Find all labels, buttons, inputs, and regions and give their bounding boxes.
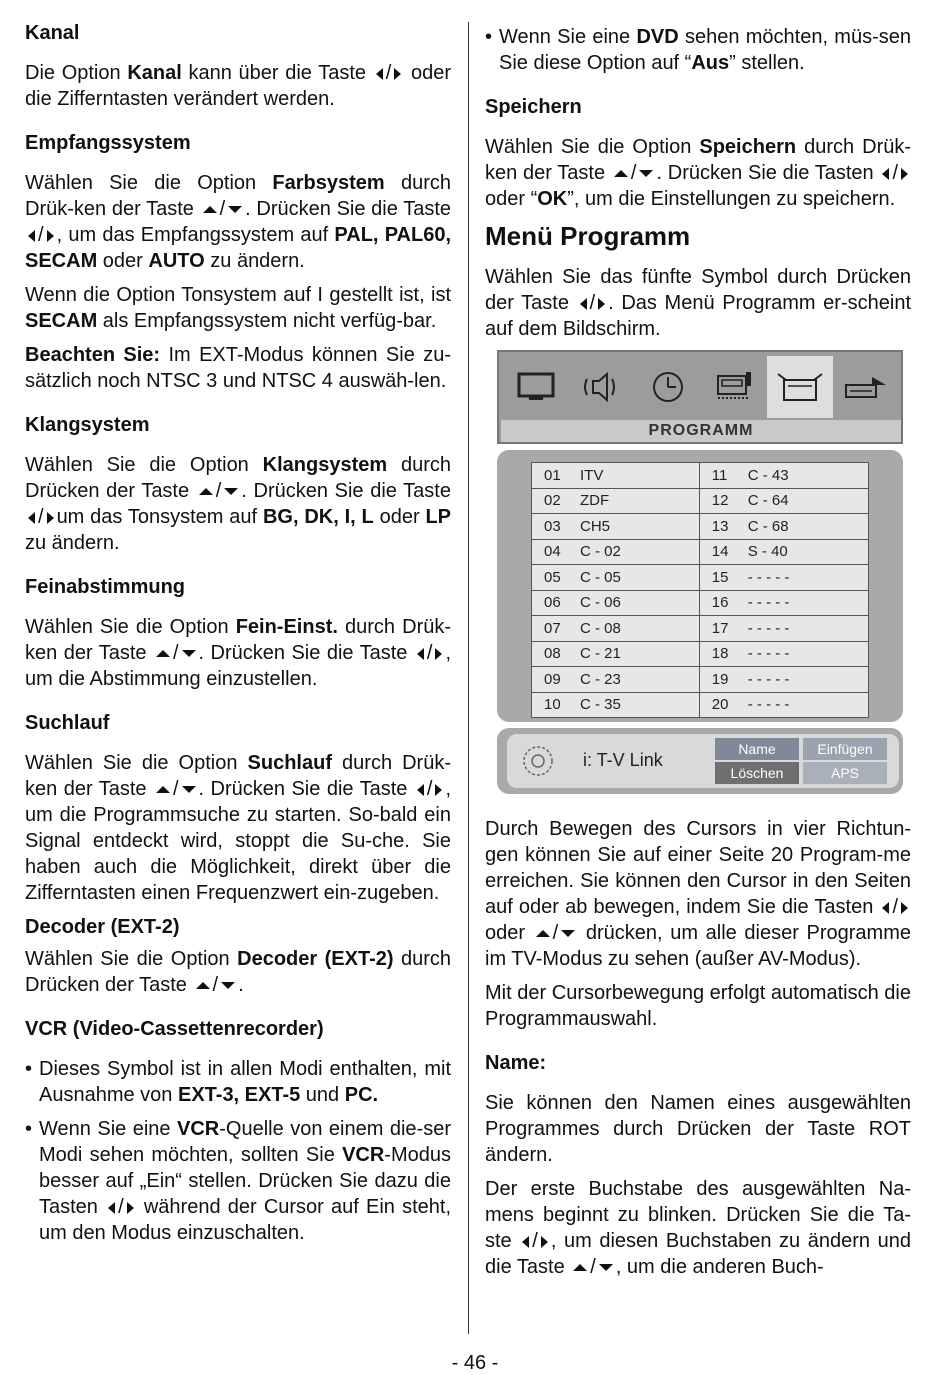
clock-icon[interactable]	[635, 356, 701, 418]
program-cell[interactable]	[532, 463, 700, 489]
program-channel: ZDF	[580, 492, 610, 510]
heading-empfangssystem: Empfangssystem	[25, 132, 191, 154]
left-arrow-icon	[417, 784, 424, 796]
program-cell[interactable]	[532, 565, 700, 591]
program-number: 07	[544, 619, 561, 637]
down-arrow-icon	[561, 930, 575, 937]
source-icon[interactable]	[833, 356, 899, 418]
left-arrow-icon	[376, 68, 383, 80]
program-channel: C - 08	[580, 619, 621, 637]
tv-link-label: i: T-V Link	[583, 750, 663, 770]
heading-feinabstimmung: Feinabstimmung	[25, 576, 186, 598]
program-cell[interactable]	[532, 514, 700, 540]
program-number: 17	[711, 619, 729, 637]
table-row[interactable]	[532, 514, 869, 540]
program-cell[interactable]	[699, 590, 868, 616]
paragraph-note: Beachten Sie: Im EXT-Modus können Sie zu-sätzlich noch NTSC 3 und NTSC 4 auswäh-len.	[25, 344, 451, 392]
right-arrow-icon	[901, 902, 908, 914]
program-channel: S - 40	[747, 543, 788, 561]
program-cell[interactable]	[532, 590, 700, 616]
name-button[interactable]: Name	[715, 738, 799, 760]
program-channel: - - - - -	[747, 594, 790, 612]
down-arrow-icon	[228, 206, 242, 213]
heading-vcr: VCR (Video-Cassettenrecorder)	[25, 1018, 324, 1040]
up-arrow-icon	[156, 786, 170, 793]
right-arrow-icon	[541, 1236, 548, 1248]
program-cell[interactable]	[532, 641, 700, 667]
program-channel: C - 21	[580, 645, 621, 663]
program-cell[interactable]	[699, 641, 868, 667]
einfuegen-button[interactable]: Einfügen	[803, 738, 887, 760]
up-arrow-icon	[199, 488, 213, 495]
left-arrow-icon	[417, 648, 424, 660]
program-number: 04	[544, 543, 561, 561]
left-arrow-icon	[28, 230, 35, 242]
programm-menu-screenshot	[495, 350, 905, 798]
paragraph-auto-selection: Mit der Cursorbewegung erfolgt automatisch die Programmauswahl.	[485, 982, 911, 1030]
left-arrow-icon	[108, 1202, 115, 1214]
left-arrow-icon	[522, 1236, 529, 1248]
program-cell[interactable]	[699, 616, 868, 642]
heading-kanal: Kanal	[25, 22, 80, 44]
program-table	[531, 462, 869, 718]
program-channel: C - 02	[580, 543, 621, 561]
program-channel: C - 35	[580, 696, 621, 714]
sound-icon[interactable]	[569, 356, 635, 418]
up-arrow-icon	[614, 170, 628, 177]
program-cell[interactable]	[699, 667, 868, 693]
table-row[interactable]	[532, 692, 869, 718]
heading-speichern: Speichern	[485, 96, 582, 118]
paragraph-suchlauf: Wählen Sie die Option Suchlauf durch Drük-ken der Taste / . Drücken Sie die Taste / , um die Programmsuche zu starten. So-bald ein Signal entdeckt wird, stoppt die Su-che. Sie haben auch die Möglichkeit, direkt über die Zifferntasten einen Frequenzwert ein-zugeben.	[25, 752, 451, 904]
program-channel: - - - - -	[747, 670, 790, 688]
up-arrow-icon	[156, 650, 170, 657]
table-row[interactable]	[532, 590, 869, 616]
program-channel: C - 68	[747, 517, 789, 535]
program-cell[interactable]	[532, 692, 700, 718]
loeschen-button[interactable]: Löschen	[715, 762, 799, 784]
settings-icon[interactable]	[701, 356, 767, 418]
down-arrow-icon	[221, 982, 235, 989]
program-channel: - - - - -	[747, 645, 790, 663]
paragraph-first-letter: Der erste Buchstabe des ausgewählten Na-mens beginnt zu blinken. Drücken Sie die Ta-ste / , um diesen Buchstaben zu ändern und die Taste / , um die anderen Buch-	[485, 1178, 911, 1278]
program-cell[interactable]	[699, 565, 868, 591]
down-arrow-icon	[599, 1264, 613, 1271]
up-arrow-icon	[196, 982, 210, 989]
program-channel: - - - - -	[747, 568, 790, 586]
table-row[interactable]	[532, 641, 869, 667]
down-arrow-icon	[182, 650, 196, 657]
program-number: 06	[544, 594, 561, 612]
down-arrow-icon	[224, 488, 238, 495]
table-row[interactable]	[532, 488, 869, 514]
paragraph-decoder: Wählen Sie die Option Decoder (EXT-2) durch Drücken der Taste / .	[25, 948, 452, 996]
program-channel: - - - - -	[747, 696, 790, 714]
program-cell[interactable]	[532, 488, 700, 514]
right-arrow-icon	[901, 168, 908, 180]
aps-button[interactable]: APS	[803, 762, 887, 784]
program-list-panel	[497, 450, 903, 722]
program-cell[interactable]	[699, 692, 868, 718]
right-arrow-icon	[127, 1202, 134, 1214]
heading-klangsystem: Klangsystem	[25, 414, 150, 436]
table-row[interactable]	[532, 539, 869, 565]
table-row[interactable]	[532, 616, 869, 642]
program-icon[interactable]	[767, 356, 833, 418]
bullet-dvd: • Wenn Sie eine DVD sehen möchten, müs-sen Sie diese Option auf “Aus” stellen.	[485, 24, 911, 76]
left-column	[25, 20, 451, 1254]
paragraph-kanal: Die Option Kanal kann über die Taste / oder die Zifferntasten verändert werden.	[25, 62, 451, 110]
paragraph-empfangssystem: Wählen Sie die Option Farbsystem durch Drük-ken der Taste / . Drücken Sie die Taste / , um das Empfangssystem auf PAL, PAL60, SECAM oder AUTO zu ändern.	[25, 172, 452, 272]
menu-title: PROGRAMM	[501, 420, 901, 442]
up-arrow-icon	[203, 206, 217, 213]
up-arrow-icon	[573, 1264, 587, 1271]
right-column	[485, 20, 911, 1288]
down-arrow-icon	[639, 170, 653, 177]
table-row[interactable]	[532, 565, 869, 591]
right-arrow-icon	[435, 784, 442, 796]
left-arrow-icon	[882, 902, 889, 914]
program-number: 14	[711, 543, 729, 561]
program-number: 01	[544, 466, 561, 484]
program-number: 13	[711, 517, 729, 535]
program-cell[interactable]	[699, 514, 868, 540]
heading-decoder: Decoder (EXT-2)	[25, 916, 180, 938]
page-number: - 46 -	[451, 1352, 499, 1374]
program-channel: C - 06	[580, 594, 621, 612]
program-number: 02	[544, 492, 561, 510]
paragraph-menu-programm: Wählen Sie das fünfte Symbol durch Drücken der Taste / . Das Menü Programm er-scheint auf dem Bildschirm.	[485, 266, 911, 340]
paragraph-tonsystem: Wenn die Option Tonsystem auf I gestellt ist, ist SECAM als Empfangssystem nicht verfüg-bar.	[25, 284, 451, 332]
menu-icon-bar	[497, 350, 903, 444]
program-number: 19	[711, 670, 729, 688]
program-number: 15	[711, 568, 729, 586]
program-number: 12	[711, 492, 729, 510]
program-cell[interactable]	[699, 539, 868, 565]
heading-menu-programm: Menü Programm	[485, 221, 691, 251]
program-channel: ITV	[580, 466, 604, 484]
navigation-pad-icon	[521, 744, 555, 778]
program-channel: - - - - -	[747, 619, 790, 637]
program-number: 20	[711, 696, 729, 714]
program-channel: C - 23	[580, 670, 621, 688]
program-cell[interactable]	[699, 488, 868, 514]
paragraph-klangsystem: Wählen Sie die Option Klangsystem durch Drücken der Taste / . Drücken Sie die Taste / um das Tonsystem auf BG, DK, I, L oder LP zu ändern.	[25, 454, 451, 554]
right-arrow-icon	[47, 230, 54, 242]
paragraph-cursor: Durch Bewegen des Cursors in vier Richtun-gen können Sie auf einer Seite 20 Program-me erreichen. Sie können den Cursor in den Seiten auf oder ab bewegen, indem Sie die Tasten / oder / drücken, um alle dieser Programme im TV-Modus zu sehen (außer AV-Modus).	[485, 818, 911, 970]
program-number: 08	[544, 645, 561, 663]
program-number: 09	[544, 670, 561, 688]
right-arrow-icon	[435, 648, 442, 660]
program-number: 18	[711, 645, 729, 663]
bullet-vcr-1: • Dieses Symbol ist in allen Modi enthalten, mit Ausnahme von EXT-3, EXT-5 und PC.	[25, 1056, 451, 1108]
program-number: 05	[544, 568, 561, 586]
down-arrow-icon	[182, 786, 196, 793]
up-arrow-icon	[536, 930, 550, 937]
paragraph-speichern: Wählen Sie die Option Speichern durch Drük-ken der Taste / . Drücken Sie die Tasten /oder “OK”, um die Einstellungen zu speichern.	[485, 136, 912, 210]
program-number: 16	[711, 594, 729, 612]
heading-name: Name:	[485, 1052, 547, 1074]
program-channel: C - 05	[580, 568, 621, 586]
bullet-vcr-2: • Wenn Sie eine VCR-Quelle von einem die-ser Modi sehen möchten, sollten Sie VCR-Modus besser auf „Ein“ stellen. Drücken Sie dazu die Tasten / während der Cursor auf Ein steht, um den Modus einzuschalten.	[25, 1116, 451, 1246]
table-row[interactable]	[532, 463, 869, 489]
right-arrow-icon	[598, 298, 605, 310]
program-cell[interactable]	[699, 463, 868, 489]
left-arrow-icon	[580, 298, 587, 310]
program-cell[interactable]	[532, 539, 700, 565]
program-number: 03	[544, 517, 561, 535]
paragraph-feinabstimmung: Wählen Sie die Option Fein-Einst. durch Drük-ken der Taste / . Drücken Sie die Taste / , um die Abstimmung einzustellen.	[25, 616, 452, 690]
program-channel: C - 43	[747, 466, 789, 484]
right-arrow-icon	[47, 512, 54, 524]
program-number: 10	[544, 696, 561, 714]
program-channel: CH5	[580, 517, 611, 535]
program-number: 11	[711, 466, 728, 484]
left-arrow-icon	[882, 168, 889, 180]
program-cell[interactable]	[532, 667, 700, 693]
tv-icon[interactable]	[503, 356, 569, 418]
column-divider	[468, 22, 469, 1334]
right-arrow-icon	[394, 68, 401, 80]
program-channel: C - 64	[747, 492, 789, 510]
table-row[interactable]	[532, 667, 869, 693]
menu-footer	[497, 728, 903, 794]
program-cell[interactable]	[532, 616, 700, 642]
heading-suchlauf: Suchlauf	[25, 712, 110, 734]
left-arrow-icon	[28, 512, 35, 524]
paragraph-name: Sie können den Namen eines ausgewählten Programmes durch Drücken der Taste ROT ändern.	[485, 1092, 911, 1166]
